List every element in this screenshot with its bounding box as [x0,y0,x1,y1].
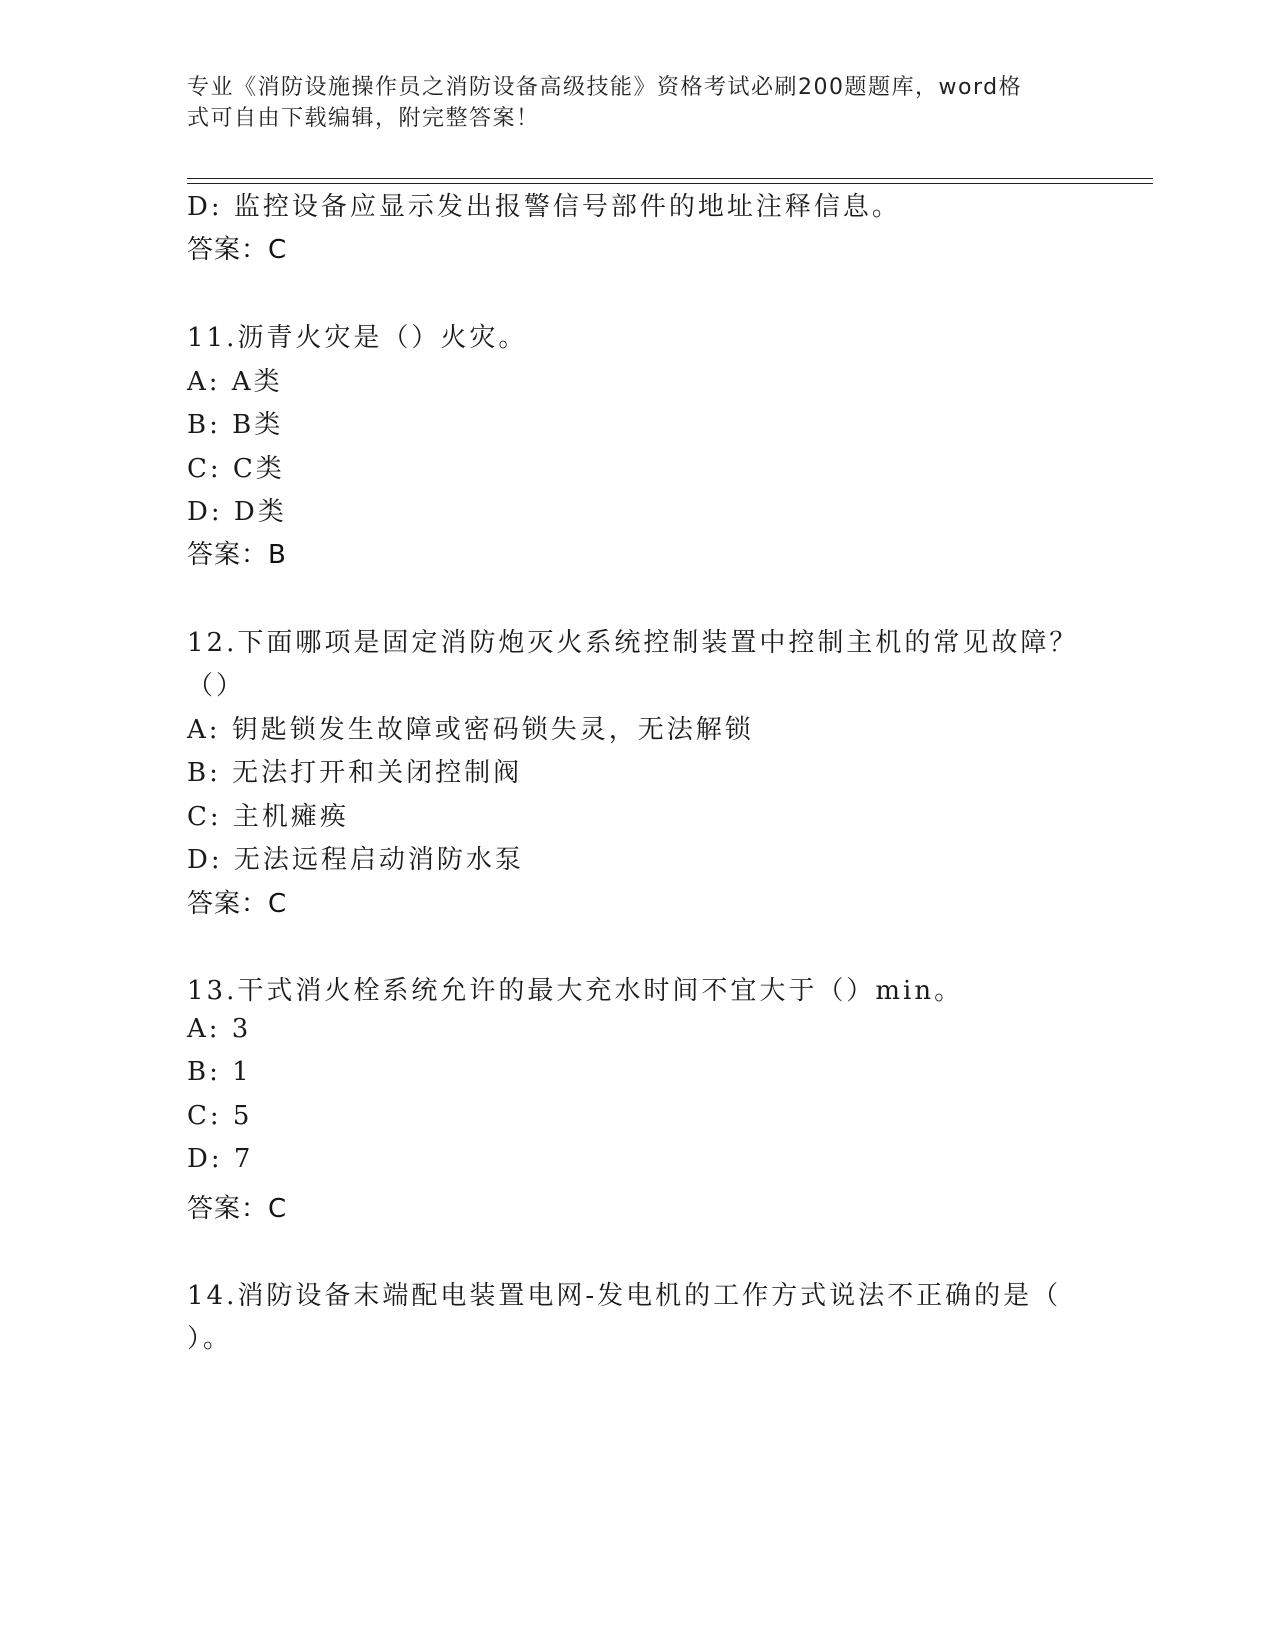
question-13-option-d: D: 7 [187,1144,254,1174]
question-12-option-b: B: 无法打开和关闭控制阀 [187,758,523,788]
header-line-1: 专业《消防设施操作员之消防设备高级技能》资格考试必刷200题题库，word格 [187,75,1023,100]
question-13-option-c: C: 5 [187,1101,253,1131]
question-12-option-d: D: 无法远程启动消防水泵 [187,845,524,875]
question-11-stem: 11.沥青火灾是（）火灾。 [187,323,528,353]
header-divider-top [187,178,1153,179]
question-11-answer: 答案：B [187,540,287,570]
prev-answer: 答案：C [187,235,288,265]
question-12-answer: 答案：C [187,889,288,919]
question-12-option-a: A: 钥匙锁发生故障或密码锁失灵，无法解锁 [187,715,754,745]
question-12-stem: 12.下面哪项是固定消防炮灭火系统控制装置中控制主机的常见故障？ [187,628,1079,658]
prev-option-d: D: 监控设备应显示发出报警信号部件的地址注释信息。 [187,192,901,222]
header-line-2: 式可自由下载编辑，附完整答案！ [187,106,540,131]
header-divider-bottom [187,183,1153,184]
question-13-answer: 答案：C [187,1194,288,1224]
question-13-option-a: A: 3 [187,1014,252,1044]
question-11-option-a: A: A类 [187,367,283,397]
question-11-option-c: C: C类 [187,454,285,484]
question-14-stem-continued: ）。 [187,1324,233,1354]
page-header [187,72,1067,134]
question-12-stem-continued: （） [187,671,246,701]
question-13-option-b: B: 1 [187,1057,252,1087]
question-12-option-c: C: 主机瘫痪 [187,802,349,832]
question-13-stem: 13.干式消火栓系统允许的最大充水时间不宜大于（）min。 [187,976,964,1006]
question-14-stem: 14.消防设备末端配电装置电网-发电机的工作方式说法不正确的是（ [187,1281,1062,1311]
question-11-option-b: B: B类 [187,410,284,440]
question-11-option-d: D: D类 [187,497,287,527]
